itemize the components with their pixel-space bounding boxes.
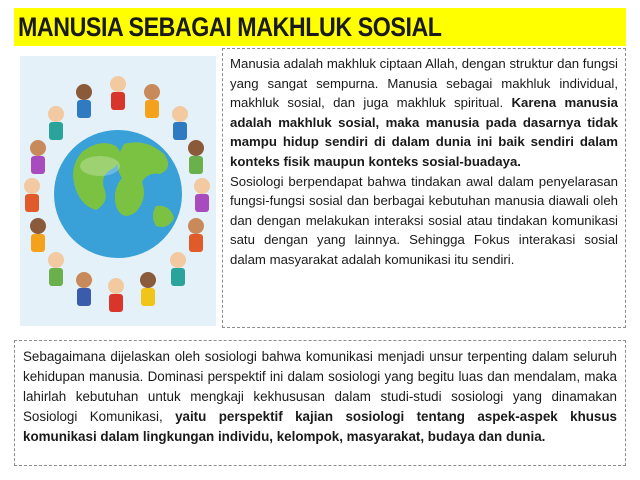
page-title: MANUSIA SEBAGAI MAKHLUK SOSIAL [18, 12, 442, 42]
person [172, 106, 188, 140]
person [194, 178, 210, 212]
person [76, 84, 92, 118]
intro-paragraph-1-bold: Karena manusia adalah makhluk sosial, maka manusia pada dasarnya tidak mampu hidup sendiri di dalam dunia ini baik sendiri dalam konteks fisik maupun konteks sosial-buadaya. [230, 95, 618, 169]
person [188, 140, 204, 174]
intro-text-box [222, 48, 626, 328]
conclusion-paragraph [23, 347, 617, 447]
intro-paragraph-2: Sosiologi berpendapat bahwa tindakan awal dalam penyelarasan fungsi-fungsi sosial dan berbagai kebutuhan manusia diawali oleh dan dengan melakukan interaksi sosial atau tindakan komunikasi satu dengan yang lainnya. Sehingga Fokus interakasi sosial dalam masyarakat adalah komunikasi itu sendiri. [230, 173, 618, 267]
person [110, 76, 126, 110]
person [76, 272, 92, 306]
conclusion-paragraph-normal: Sebagaimana dijelaskan oleh sosiologi bahwa komunikasi menjadi unsur terpenting dalam seluruh kehidupan manusia. Dominasi perspektif ini dalam sosiologi yang begitu luas dan mendalam, maka lahirlah kebutuhan untuk mengkaji kekhususan dalam studi-studi sosiologi yang dinamakan Sosiologi Komunikasi, [23, 349, 617, 424]
person [188, 218, 204, 252]
person [108, 278, 124, 312]
person [170, 252, 186, 286]
person [144, 84, 160, 118]
conclusion-paragraph-bold: yaitu perspektif kajian sosiologi tentang aspek-aspek khusus komunikasi dalam lingkungan individu, kelompok, masyarakat, budaya dan dunia. [23, 409, 618, 444]
person [30, 218, 46, 252]
person [48, 252, 64, 286]
intro-paragraph-1 [230, 54, 618, 172]
globe-people-illustration [20, 56, 216, 326]
conclusion-text-box [14, 340, 626, 466]
person [30, 140, 46, 174]
intro-paragraph-1-normal: Manusia adalah makhluk ciptaan Allah, dengan struktur dan fungsi yang sangat sempurna. Manusia sebagai makhluk individual, makhluk sosial, dan juga makhluk spiritual. [230, 56, 618, 111]
title-highlight [14, 8, 626, 46]
globe-shine [80, 156, 120, 176]
person [140, 272, 156, 306]
person [48, 106, 64, 140]
person [24, 178, 40, 212]
